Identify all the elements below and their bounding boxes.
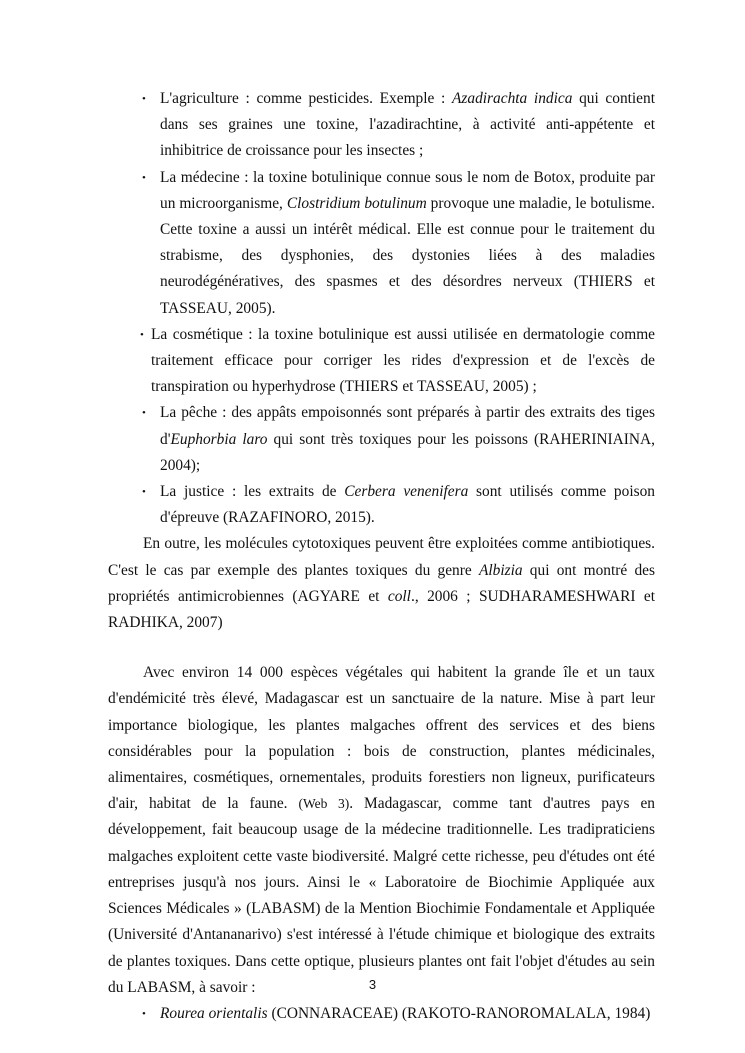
species-name: Azadirachta indica [452, 90, 573, 107]
bullet-dot: • [142, 486, 146, 499]
list-item-rourea: • Rourea orientalis (CONNARACEAE) (RAKOTO-RANOROMALALA, 1984) [108, 1001, 655, 1027]
species-name: Clostridium botulinum [286, 194, 427, 212]
paragraph-madagascar: Avec environ 14 000 espèces végétales qui habitent la grande île et un taux d'endémicité très élevé, Madagascar est un sanctuaire de la nature. Mise à part leur importance biologique, les plantes malgaches offrent des services et des biens considérables pour la population : bois de construction, plantes médicinales, alimentaires, cosmétiques, ornementales, produits forestiers non ligneux, purificateurs d'air, habitat de la faune. (Web 3). Madagascar, comme tant d'autres pays en développement, fait beaucoup usage de la médecine traditionnelle. Les tradipraticiens malgaches exploitent cette vaste biodiversité. Malgré cette richesse, peu d'études ont été entreprises jusqu'à nos jours. Ainsi le « Laboratoire de Biochimie Appliquée aux Sciences Médicales » (LABASM) de la Mention Biochimie Fondamentale et Appliquée (Université d'Antananarivo) s'est intéressé à l'étude chimique et biologique des extraits de plantes toxiques. Dans cette optique, plusieurs plantes ont fait l'objet d'études au sein du LABASM, à savoir : [108, 664, 655, 996]
bullet-dot: • [142, 93, 146, 105]
page-content [108, 86, 655, 1027]
list-item-peche: • La pêche : des appâts empoisonnés sont préparés à partir des extraits des tiges d'Euphorbia laro qui sont très toxiques pour les poissons (RAHERINIAINA, 2004); [108, 400, 655, 479]
bullet-dot: • [142, 1007, 146, 1020]
paragraph-antibiotiques: En outre, les molécules cytotoxiques peuvent être exploitées comme antibiotiques. C'est le cas par exemple des plantes toxiques du genre Albizia qui ont montré des propriétés antimicrobiennes (AGYARE et coll., 2006 ; SUDHARAMESHWARI et RADHIKA, 2007) [108, 535, 655, 632]
list-item-justice: • La justice : les extraits de Cerbera venenifera sont utilisés comme poison d'épreuve (RAZAFINORO, 2015). [108, 479, 655, 531]
bullet-dot: • [142, 171, 146, 184]
page-number: 3 [368, 977, 377, 992]
bullet-dot: • [140, 328, 144, 341]
web-reference: (Web 3) [298, 796, 350, 812]
paragraph-spacer [108, 636, 655, 660]
species-name: Euphorbia laro [170, 430, 268, 448]
list-item-medecine: • La médecine : la toxine botulinique connue sous le nom de Botox, produite par un microorganisme, Clostridium botulinum provoque une maladie, le botulisme. Cette toxine a aussi un intérêt médical. Elle est connue pour le traitement du strabisme, des dysphonies, des dystonies liées à des maladies neurodégénératives, des spasmes et des désordres nerveux (THIERS et TASSEAU, 2005). [108, 165, 655, 322]
bullet-dot: • [142, 407, 146, 420]
list-item-cosmetique: • La cosmétique : la toxine botulinique est aussi utilisée en dermatologie comme traitement efficace pour corriger les rides d'expression et de l'excès de transpiration ou hyperhydrose (THIERS et TASSEAU, 2005) ; [108, 322, 655, 401]
genus-name: Albizia [478, 561, 523, 579]
citation-abbrev: coll [387, 587, 411, 605]
list-item-agriculture: • L'agriculture : comme pesticides. Exemple : Azadirachta indica qui contient dans ses graines une toxine, l'azadirachtine, à activité anti-appétente et inhibitrice de croissance pour les insectes ; [108, 86, 655, 165]
species-name: Rourea orientalis [160, 1004, 268, 1022]
species-name: Cerbera venenifera [344, 483, 469, 501]
